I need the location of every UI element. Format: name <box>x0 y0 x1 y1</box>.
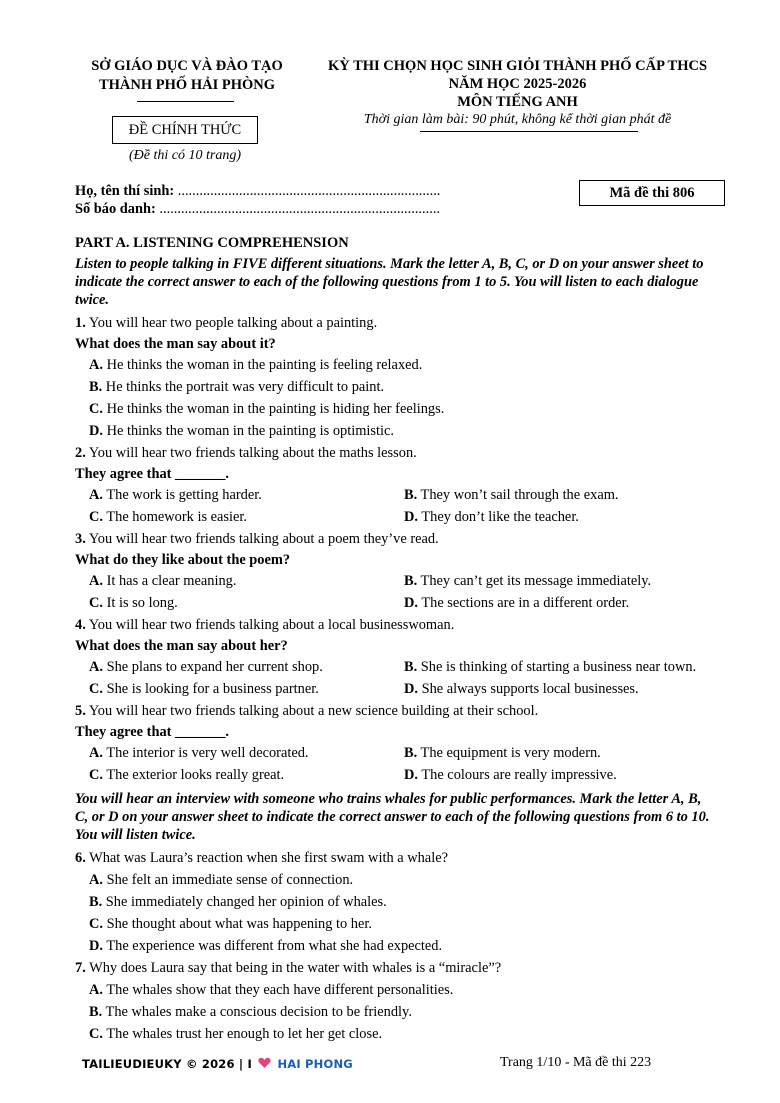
exam-title: KỲ THI CHỌN HỌC SINH GIỎI THÀNH PHỐ CẤP THCS <box>327 58 708 74</box>
question-6: 6. What was Laura’s reaction when she first swam with a whale? <box>75 850 448 866</box>
q2-option-a[interactable]: A. The work is getting harder. <box>89 487 262 503</box>
part-a-title: PART A. LISTENING COMPREHENSION <box>75 235 349 251</box>
part-a-instruction-2: You will hear an interview with someone who trains whales for public performances. Mark the letter A, B, C, or D on your answer sheet to indicate the correct answer to each of the following questions from 6 to 10. You will listen twice. <box>75 791 710 843</box>
q6-option-a[interactable]: A. She felt an immediate sense of connection. <box>89 872 354 888</box>
q7-option-c[interactable]: C. The whales trust her enough to let her get close. <box>89 1026 383 1042</box>
footer-brand: TAILIEUDIEUKY © 2026 | I HAI PHONG <box>82 1057 353 1071</box>
q2-option-c[interactable]: C. The homework is easier. <box>89 509 248 525</box>
exam-code-box: Mã đề thi 806 <box>579 180 725 206</box>
q4-option-d[interactable]: D. She always supports local businesses. <box>404 681 639 697</box>
department-name: SỞ GIÁO DỤC VÀ ĐÀO TẠO <box>91 58 283 74</box>
question-3: 3. You will hear two friends talking about a poem they’ve read. <box>75 531 439 547</box>
q1-option-b[interactable]: B. He thinks the portrait was very difficult to paint. <box>89 379 385 395</box>
q5-option-a[interactable]: A. The interior is very well decorated. <box>89 745 309 761</box>
city-name: THÀNH PHỐ HẢI PHÒNG <box>98 77 276 93</box>
q6-option-c[interactable]: C. She thought about what was happening to her. <box>89 916 372 932</box>
page-info: Trang 1/10 - Mã đề thi 223 <box>500 1055 652 1070</box>
time-underline <box>420 131 638 132</box>
part-a-instruction-1: Listen to people talking in FIVE different situations. Mark the letter A, B, C, or D on your answer sheet to indicate the correct answer to each of the following questions from 1 to 5. You will listen to each dialogue twice. <box>75 256 704 308</box>
question-4-prompt: What does the man say about her? <box>75 638 288 654</box>
q1-option-a[interactable]: A. He thinks the woman in the painting is feeling relaxed. <box>89 357 423 373</box>
exam-header <box>305 57 730 129</box>
school-year: NĂM HỌC 2025-2026 <box>448 76 587 92</box>
pages-note: (Đề thi có 10 trang) <box>129 148 241 163</box>
subject: MÔN TIẾNG ANH <box>457 94 578 110</box>
q7-option-a[interactable]: A. The whales show that they each have different personalities. <box>89 982 454 998</box>
q4-option-b[interactable]: B. She is thinking of starting a business near town. <box>404 659 697 675</box>
q3-option-b[interactable]: B. They can’t get its message immediately. <box>404 573 652 589</box>
heart-icon <box>258 1057 271 1072</box>
q5-option-c[interactable]: C. The exterior looks really great. <box>89 767 285 783</box>
question-4: 4. You will hear two friends talking about a local businesswoman. <box>75 617 455 633</box>
candidate-name-line: Họ, tên thí sinh: ......................................................................... <box>75 183 441 199</box>
q3-option-d[interactable]: D. The sections are in a different order. <box>404 595 630 611</box>
q5-option-b[interactable]: B. The equipment is very modern. <box>404 745 601 761</box>
department-header <box>62 57 312 95</box>
q3-option-a[interactable]: A. It has a clear meaning. <box>89 573 237 589</box>
q6-option-d[interactable]: D. The experience was different from what she had expected. <box>89 938 443 954</box>
footer-city: HAI PHONG <box>277 1057 353 1071</box>
question-2: 2. You will hear two friends talking about the maths lesson. <box>75 445 417 461</box>
question-2-prompt: They agree that _______. <box>75 466 230 482</box>
q4-option-c[interactable]: C. She is looking for a business partner. <box>89 681 319 697</box>
q2-option-b[interactable]: B. They won’t sail through the exam. <box>404 487 619 503</box>
official-stamp: ĐỀ CHÍNH THỨC <box>112 116 258 144</box>
q6-option-b[interactable]: B. She immediately changed her opinion of whales. <box>89 894 387 910</box>
q1-option-c[interactable]: C. He thinks the woman in the painting is hiding her feelings. <box>89 401 445 417</box>
header-divider <box>137 101 234 102</box>
question-1: 1. You will hear two people talking about a painting. <box>75 315 378 331</box>
q2-option-d[interactable]: D. They don’t like the teacher. <box>404 509 579 525</box>
q3-option-c[interactable]: C. It is so long. <box>89 595 178 611</box>
q5-option-d[interactable]: D. The colours are really impressive. <box>404 767 617 783</box>
question-1-prompt: What does the man say about it? <box>75 336 276 352</box>
time-note: Thời gian làm bài: 90 phút, không kể thời gian phát đề <box>363 112 672 127</box>
question-5: 5. You will hear two friends talking about a new science building at their school. <box>75 703 539 719</box>
q1-option-d[interactable]: D. He thinks the woman in the painting is optimistic. <box>89 423 394 439</box>
question-7: 7. Why does Laura say that being in the water with whales is a “miracle”? <box>75 960 502 976</box>
q4-option-a[interactable]: A. She plans to expand her current shop. <box>89 659 323 675</box>
question-3-prompt: What do they like about the poem? <box>75 552 291 568</box>
q7-option-b[interactable]: B. The whales make a conscious decision to be friendly. <box>89 1004 412 1020</box>
question-5-prompt: They agree that _______. <box>75 724 230 740</box>
candidate-id-line: Số báo danh: .............................................................................. <box>75 201 441 217</box>
